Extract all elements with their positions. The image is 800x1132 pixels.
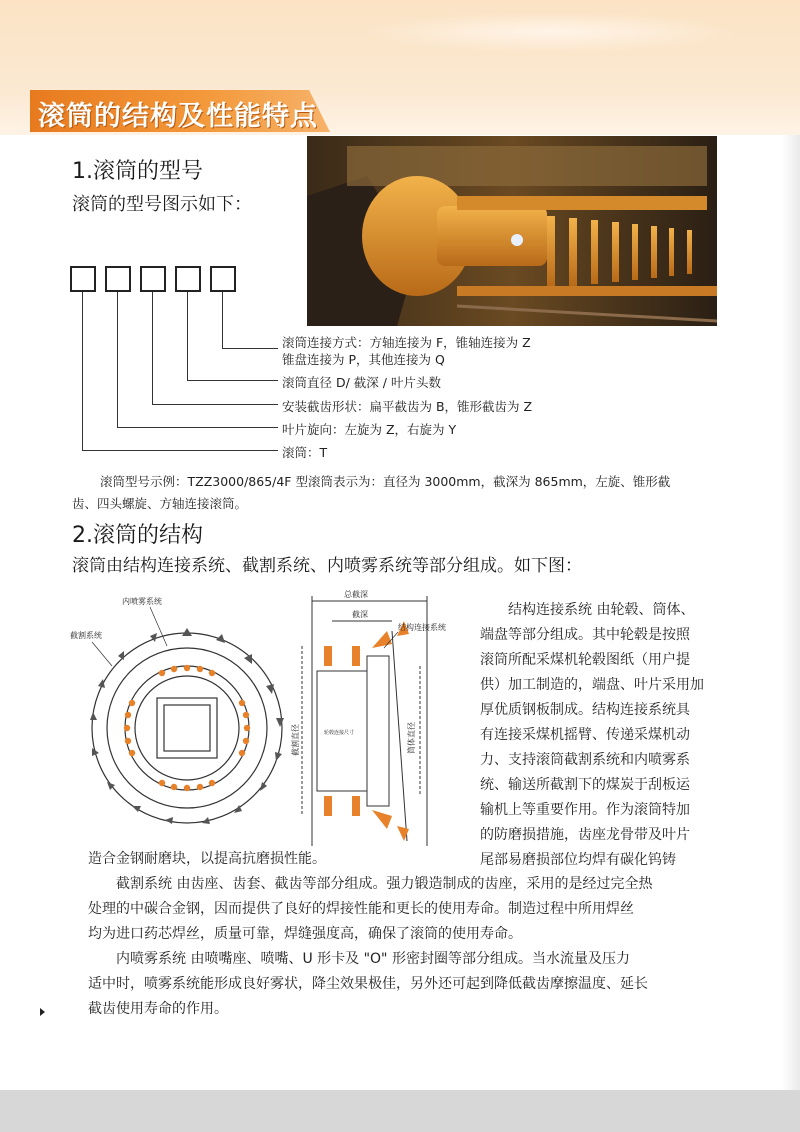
leader-5: [82, 292, 83, 450]
label-pick-shape: 安装截齿形状：扁平截齿为 B，锥形截齿为 Z: [282, 399, 533, 414]
leader-4h: [117, 427, 278, 428]
leader-1h: [222, 348, 278, 349]
label-rotation: 叶片旋向：左旋为 Z，右旋为 Y: [282, 422, 457, 437]
diagram-label-struct: 结构连接系统: [398, 623, 446, 632]
code-box-3: [140, 266, 166, 292]
code-box-1: [70, 266, 96, 292]
page-title: 滚筒的结构及性能特点: [38, 101, 318, 132]
label-connection: 滚筒连接方式：方轴连接为 F，锥轴连接为 Z: [282, 335, 531, 350]
section2-right-text: 结构连接系统 由轮毂、筒体、 端盘等部分组成。其中轮毂是按照 滚筒所配采煤机轮毂图纸（用户提 供）加工制造的，端盘、叶片采用加 厚优质钢板制成。结构连接系统具 有连接采煤机摇臂、传递采煤机动 力、支持滚筒截割系统和内喷雾系 统、输送所截割下的煤炭于刮板运 输机上等重要作用。作为滚筒特加 的防磨损措施，齿座龙骨带及叶片 尾部易磨损部位均焊有碳化钨铸: [480, 602, 704, 868]
label-connection-2: 锥盘连接为 P，其他连接为 Q: [282, 352, 445, 367]
leader-1: [222, 292, 223, 348]
bottom-band: [0, 1090, 800, 1132]
drum-front-view: [92, 633, 282, 823]
leader-3h: [152, 404, 278, 405]
page-edge-shadow: [782, 135, 800, 1090]
leader-4: [117, 292, 118, 427]
example-line-1: 滚筒型号示例：TZZ3000/865/4F 型滚筒表示为：直径为 3000mm，截深为 865mm，左旋、锥形截: [100, 474, 671, 489]
section2-intro: 滚筒由结构连接系统、截割系统、内喷雾系统等部分组成。如下图：: [72, 556, 582, 576]
label-diameter: 滚筒直径 D/ 截深 / 叶片头数: [282, 375, 441, 390]
leader-2h: [187, 380, 278, 381]
leader-2: [187, 292, 188, 380]
code-box-5: [210, 266, 236, 292]
example-line-2: 齿、四头螺旋、方轴连接滚筒。: [72, 496, 248, 511]
section2-heading: 2.滚筒的结构: [72, 523, 203, 548]
diagram-label-total-depth: 总截深: [344, 590, 368, 599]
drum-structure-diagram: [62, 586, 482, 866]
leader-3: [152, 292, 153, 404]
diagram-label-spray: 内喷雾系统: [122, 597, 162, 606]
leader-5h: [82, 450, 278, 451]
code-box-4: [175, 266, 201, 292]
diagram-label-drum-dia: 筒体直径: [407, 722, 416, 754]
diagram-label-cut-dia: 截割直径: [291, 724, 300, 756]
section1-heading: 1.滚筒的型号: [72, 159, 203, 184]
section2-full-text: 造合金钢耐磨块，以提高抗磨损性能。 截割系统 由齿座、齿套、截齿等部分组成。强力锻造制成的齿座，采用的是经过完全热 处理的中碳合金钢，因而提供了良好的焊接性能和更长的使用寿命。制造过程中所用焊丝 均为进口药芯焊丝，质量可靠，焊缝强度高，确保了滚筒的使用寿命。 内喷雾系统 由喷嘴座、喷嘴、U 形卡及 "O" 形密封圈等部分组成。当水流量及压力 适中时，喷雾系统能形成良好雾状，降尘效果极佳，另外还可起到降低截齿摩擦温度、延长 截齿使用寿命的作用。: [88, 851, 653, 1017]
diagram-label-cutting: 截割系统: [70, 631, 102, 640]
label-drum: 滚筒：T: [282, 445, 328, 460]
mining-machine-photo: [307, 136, 717, 326]
diagram-label-depth: 截深: [352, 610, 368, 619]
code-box-2: [105, 266, 131, 292]
page-marker-icon: [40, 1008, 45, 1016]
diagram-label-hub: 轮毂连接尺寸: [324, 730, 355, 736]
section1-intro: 滚筒的型号图示如下：: [72, 194, 252, 215]
